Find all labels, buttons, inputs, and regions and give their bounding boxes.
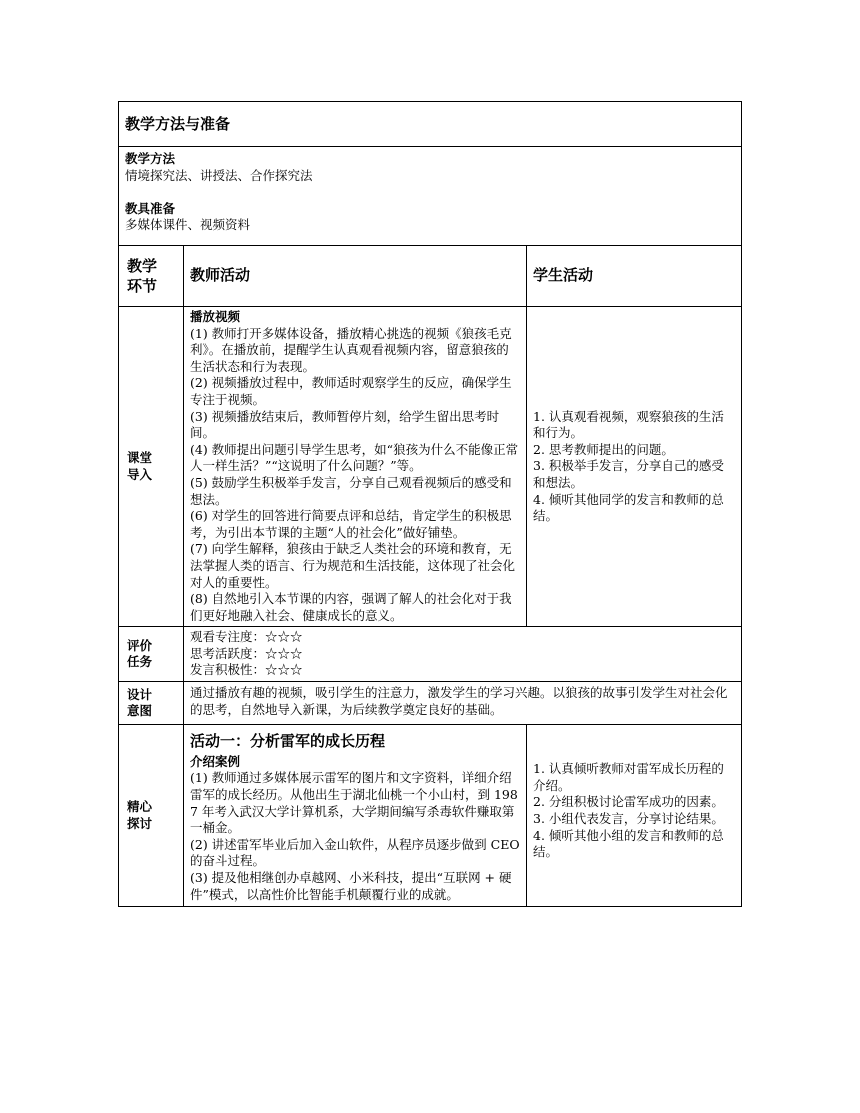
section-title: 教学方法与准备 [125, 115, 231, 133]
methods-title-row [119, 102, 742, 147]
stage-label-explore: 精心探讨 [127, 799, 153, 831]
intro-teacher-step: (2) 视频播放过程中，教师适时观察学生的反应，确保学生专注于视频。 [190, 375, 512, 407]
explore-teacher-step: (3) 提及他相继创办卓越网、小米科技，提出“互联网 + 硬件”模式，以高性价比智能手机颠覆行业的成就。 [190, 870, 512, 902]
header-col-stage: 教学环节 [127, 257, 158, 295]
tools-heading: 教具准备 [125, 200, 176, 216]
evaluation-item: 思考活跃度：☆☆☆ [190, 645, 303, 661]
evaluation-item: 发言积极性：☆☆☆ [190, 662, 303, 678]
explore-teacher-step: (2) 讲述雷军毕业后加入金山软件，从程序员逐步做到 CEO 的奋斗过程。 [190, 836, 520, 869]
stage-label-design: 设计意图 [127, 686, 153, 719]
intro-student-item: 2. 思考教师提出的问题。 [533, 441, 674, 457]
method-heading: 教学方法 [125, 151, 176, 166]
intro-teacher-step: (4) 教师提出问题引导学生思考，如“狼孩为什么不能像正常人一样生活？”“这说明了什么问题？”等。 [190, 441, 519, 474]
explore-heading: 介绍案例 [190, 753, 241, 769]
intro-row [119, 307, 742, 627]
intro-teacher-step: (6) 对学生的回答进行简要点评和总结，肯定学生的积极思考，为引出本节课的主题“人的社会化”做好铺垫。 [190, 508, 512, 540]
explore-student-item: 1. 认真倾听教师对雷军成长历程的介绍。 [533, 761, 724, 793]
header-row [119, 246, 742, 307]
methods-content-row [119, 147, 742, 246]
design-row [119, 682, 742, 725]
intro-student-item: 3. 积极举手发言，分享自己的感受和想法。 [533, 458, 724, 490]
stage-label-evaluation: 评价任务 [127, 637, 153, 670]
method-text: 情境探究法、讲授法、合作探究法 [125, 167, 313, 183]
explore-student-item: 3. 小组代表发言，分享讨论结果。 [533, 811, 724, 827]
intro-teacher-step: (7) 向学生解释，狼孩由于缺乏人类社会的环境和教育，无法掌握人类的语言、行为规范和生活技能，这体现了社会化对人的重要性。 [190, 541, 516, 590]
explore-row [119, 725, 742, 907]
evaluation-item: 观看专注度：☆☆☆ [190, 629, 303, 645]
intro-teacher-step: (1) 教师打开多媒体设备，播放精心挑选的视频《狼孩毛克利》。在播放前，提醒学生认真观看视频内容，留意狼孩的生活状态和行为表现。 [190, 325, 512, 374]
design-text: 通过播放有趣的视频，吸引学生的注意力，激发学生的学习兴趣。以狼孩的故事引发学生对社会化的思考，自然地导入新课，为后续教学奠定良好的基础。 [190, 685, 728, 717]
intro-teacher-step: (5) 鼓励学生积极举手发言，分享自己观看视频后的感受和想法。 [190, 474, 512, 507]
header-col-teacher: 教师活动 [190, 266, 251, 285]
intro-heading: 播放视频 [190, 309, 241, 324]
stage-label-intro: 课堂导入 [127, 450, 153, 482]
intro-student-item: 4. 倾听其他同学的发言和教师的总结。 [533, 491, 724, 524]
evaluation-row [119, 627, 742, 682]
intro-teacher-step: (8) 自然地引入本节课的内容，强调了解人的社会化对于我们更好地融入社会、健康成长的意义。 [190, 591, 512, 623]
explore-teacher-step: (1) 教师通过多媒体展示雷军的图片和文字资料，详细介绍雷军的成长经历。从他出生于湖北仙桃一个小山村，到 1987 年考入武汉大学计算机系，大学期间编写杀毒软件赚取第一桶金。 [190, 770, 518, 836]
tools-text: 多媒体课件、视频资料 [125, 217, 251, 233]
explore-student-item: 4. 倾听其他小组的发言和教师的总结。 [533, 827, 724, 860]
intro-student-item: 1. 认真观看视频，观察狼孩的生活和行为。 [533, 408, 724, 441]
lesson-plan-table [118, 101, 742, 907]
activity-title: 活动一：分析雷军的成长历程 [190, 732, 386, 751]
intro-teacher-step: (3) 视频播放结束后，教师暂停片刻，给学生留出思考时间。 [190, 408, 500, 441]
header-col-student: 学生活动 [533, 266, 594, 285]
explore-student-item: 2. 分组积极讨论雷军成功的因素。 [533, 794, 724, 810]
